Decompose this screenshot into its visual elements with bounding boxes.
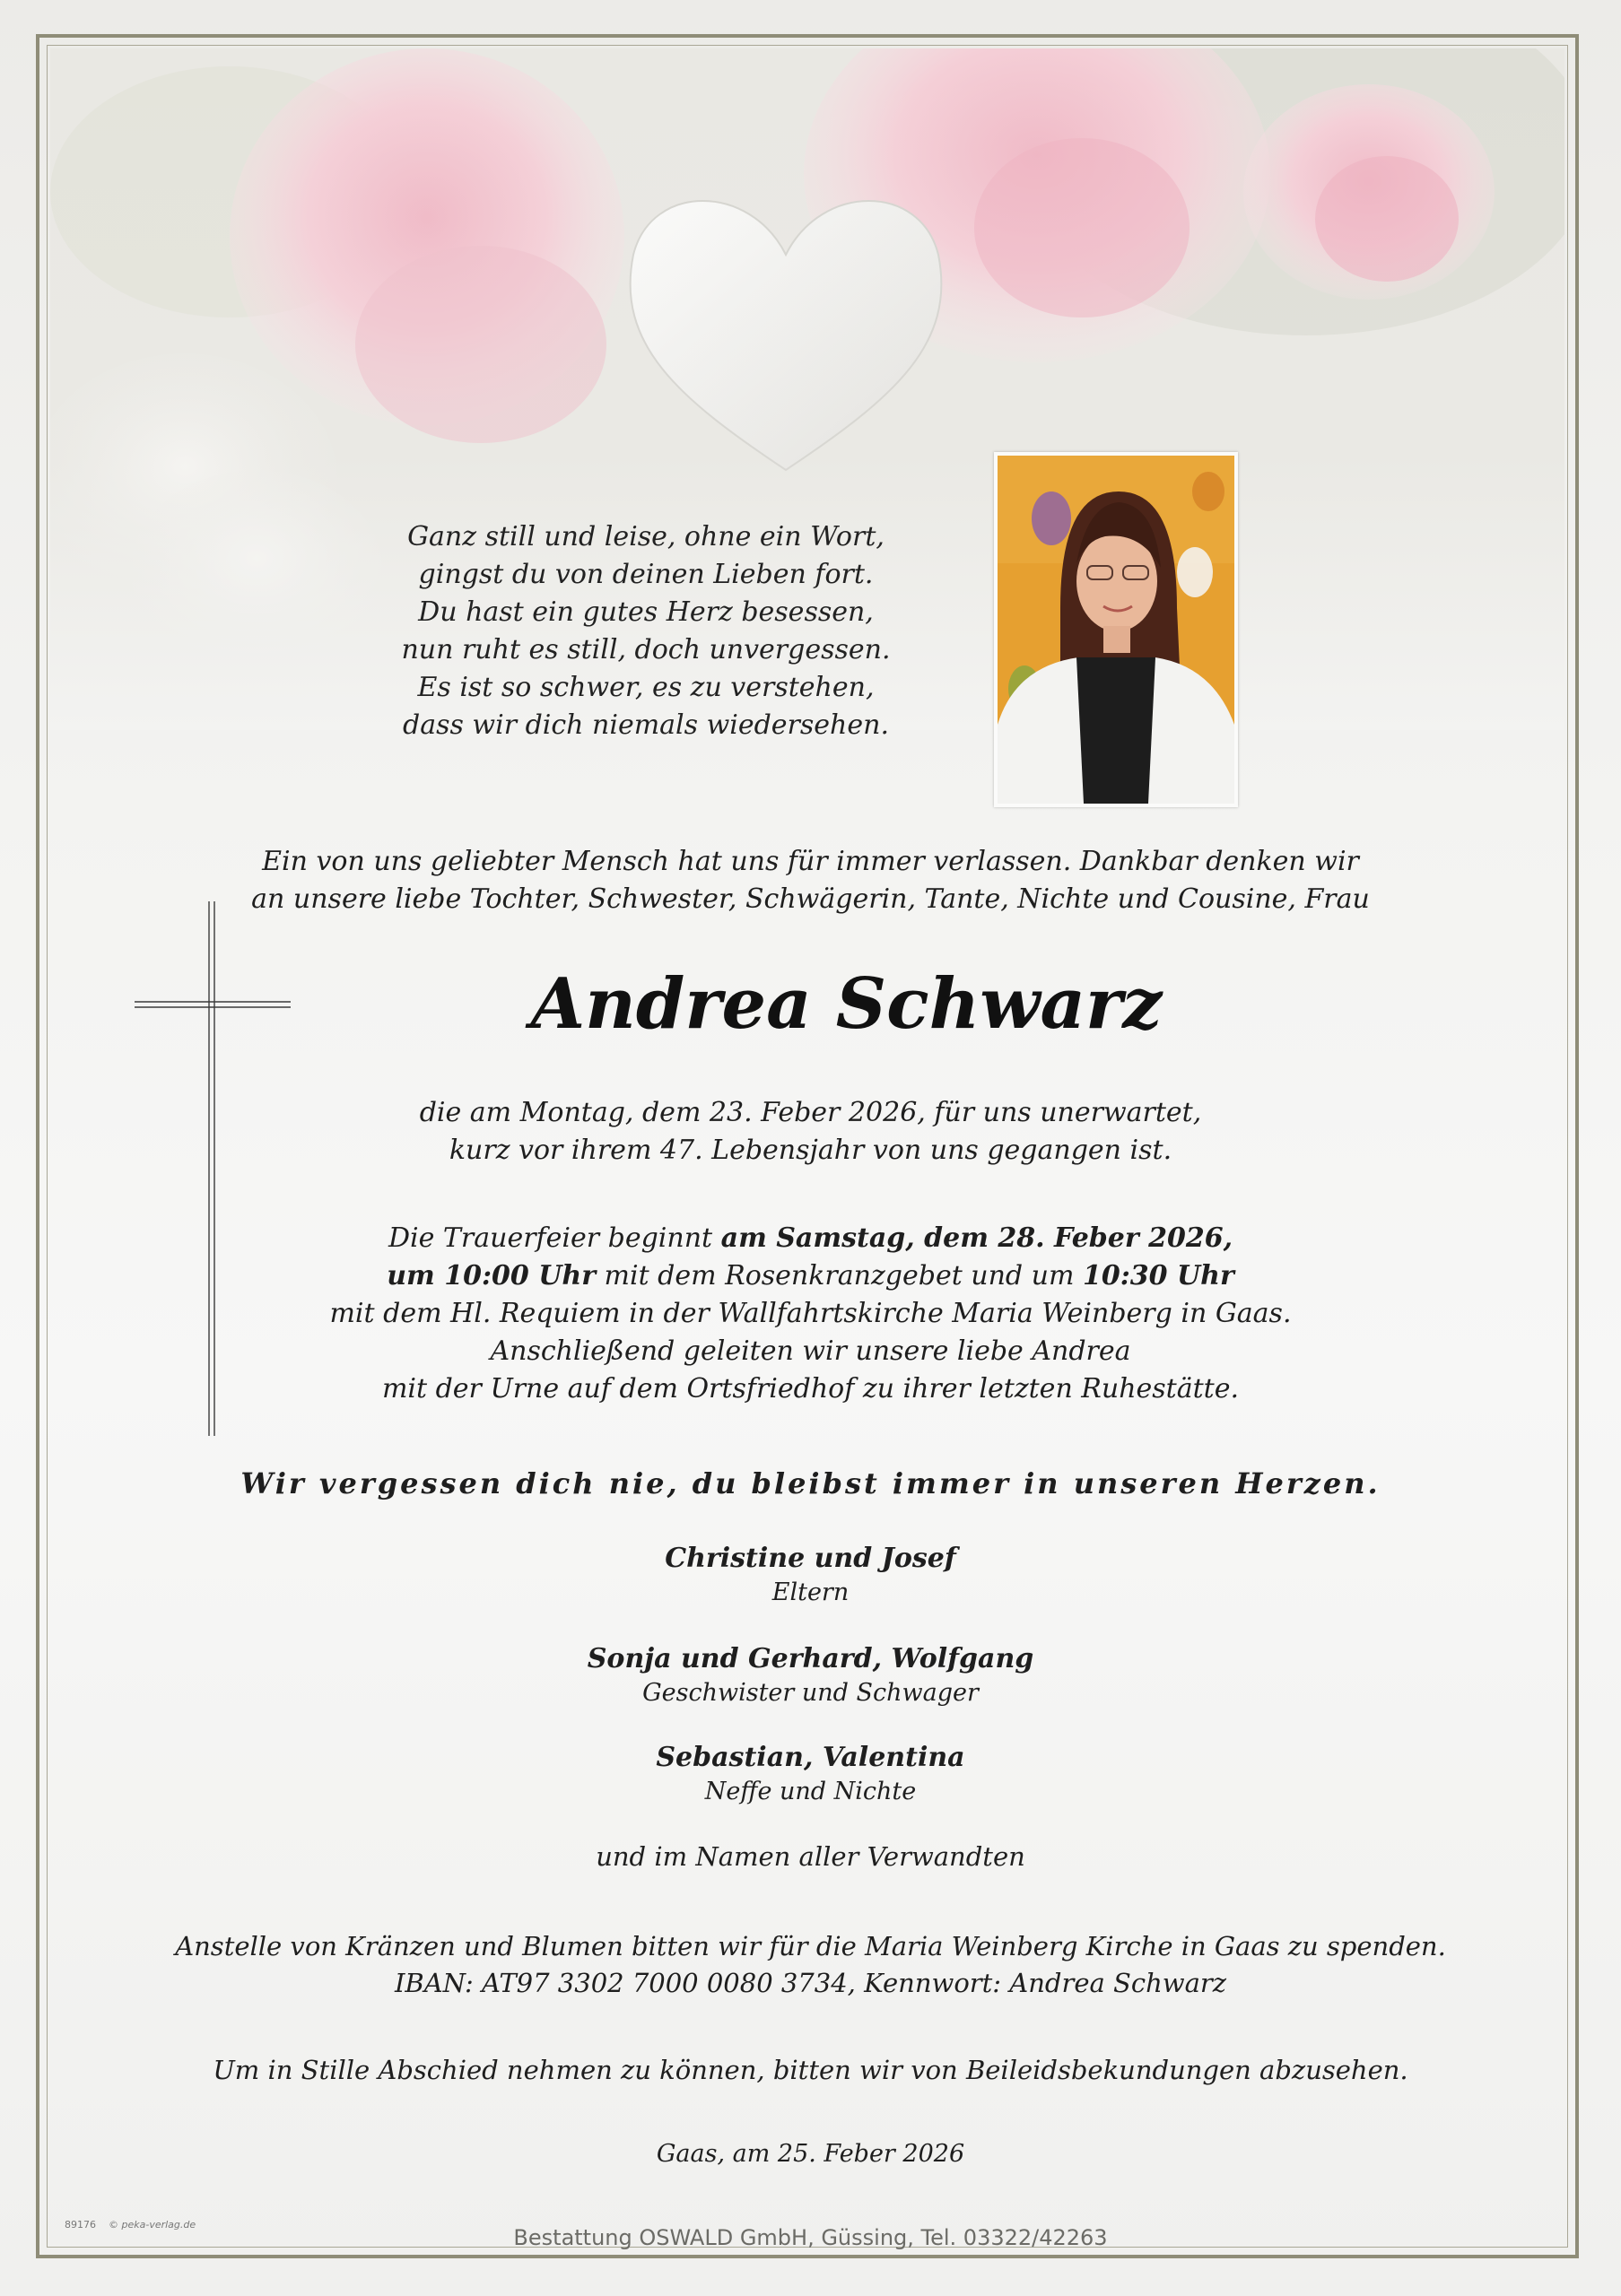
family-relation: Eltern [771, 1578, 850, 1606]
iban-line: IBAN: AT97 3302 7000 0080 3734, Kennwort: Andrea Schwarz [394, 1968, 1227, 1998]
funeral-line: Anschließend geleiten wir unsere liebe Andrea [490, 1335, 1131, 1367]
verse-line: gingst du von deinen Lieben fort. [418, 559, 874, 590]
condolence-note: Um in Stille Abschied nehmen zu können, bitten wir von Beileidsbekundungen abzusehen. [213, 2055, 1408, 2085]
funeral-info [0, 1220, 1621, 1408]
death-notice [0, 1094, 1621, 1170]
verse-line: dass wir dich niemals wiedersehen. [403, 709, 889, 741]
funeral-line: mit der Urne auf dem Ortsfriedhof zu ihrer letzten Ruhestätte. [381, 1373, 1240, 1405]
verse-line: Es ist so schwer, es zu verstehen, [417, 672, 875, 703]
donation-request [0, 1928, 1621, 2002]
poem-verse [359, 518, 933, 744]
deceased-name: Andrea Schwarz [530, 963, 1163, 1045]
intro-line: an unsere liebe Tochter, Schwester, Schwägerin, Tante, Nichte und Cousine, Frau [251, 883, 1370, 915]
funeral-line-times [0, 1257, 1621, 1295]
verse-line: nun ruht es still, doch unvergessen. [401, 634, 891, 665]
requiem-time: 10:30 Uhr [1082, 1260, 1234, 1292]
intro-text [0, 843, 1621, 918]
portrait-photo [994, 452, 1238, 807]
family-names: Sonja und Gerhard, Wolfgang [587, 1643, 1034, 1674]
family-group [0, 1641, 1621, 1709]
relatives-line: und im Namen aller Verwandten [596, 1841, 1025, 1872]
verse-line: Ganz still und leise, ohne ein Wort, [407, 521, 885, 552]
funeral-text: Die Trauerfeier beginnt [388, 1222, 721, 1254]
family-relation: Neffe und Nichte [704, 1778, 917, 1805]
print-code-number: 89176 [65, 2219, 96, 2231]
family-group [0, 1541, 1621, 1609]
funeral-date: am Samstag, dem 28. Feber 2026, [720, 1222, 1233, 1254]
funeral-text: mit dem Rosenkranzgebet und um [596, 1260, 1083, 1292]
funeral-home-footer: Bestattung OSWALD GmbH, Güssing, Tel. 03322/42263 [513, 2225, 1108, 2250]
motto: Wir vergessen dich nie, du bleibst immer in unseren Herzen. [240, 1466, 1381, 1500]
verse-line: Du hast ein gutes Herz besessen, [418, 596, 874, 628]
funeral-line: mit dem Hl. Requiem in der Wallfahrtskirche Maria Weinberg in Gaas. [329, 1298, 1292, 1329]
intro-line: Ein von uns geliebter Mensch hat uns für immer verlassen. Dankbar denken wir [262, 846, 1359, 877]
rosary-time: um 10:00 Uhr [387, 1260, 597, 1292]
family-relation: Geschwister und Schwager [642, 1679, 979, 1707]
donation-line: Anstelle von Kränzen und Blumen bitten wir für die Maria Weinberg Kirche in Gaas zu spenden. [175, 1931, 1446, 1961]
death-line: kurz vor ihrem 47. Lebensjahr von uns gegangen ist. [449, 1135, 1172, 1166]
place-and-date: Gaas, am 25. Feber 2026 [656, 2140, 965, 2168]
family-group [0, 1740, 1621, 1808]
funeral-line-date [0, 1220, 1621, 1257]
family-names: Christine und Josef [665, 1543, 956, 1574]
family-names: Sebastian, Valentina [656, 1742, 965, 1773]
publisher-mark: © peka-verlag.de [109, 2219, 196, 2231]
death-line: die am Montag, dem 23. Feber 2026, für uns unerwartet, [419, 1097, 1202, 1128]
